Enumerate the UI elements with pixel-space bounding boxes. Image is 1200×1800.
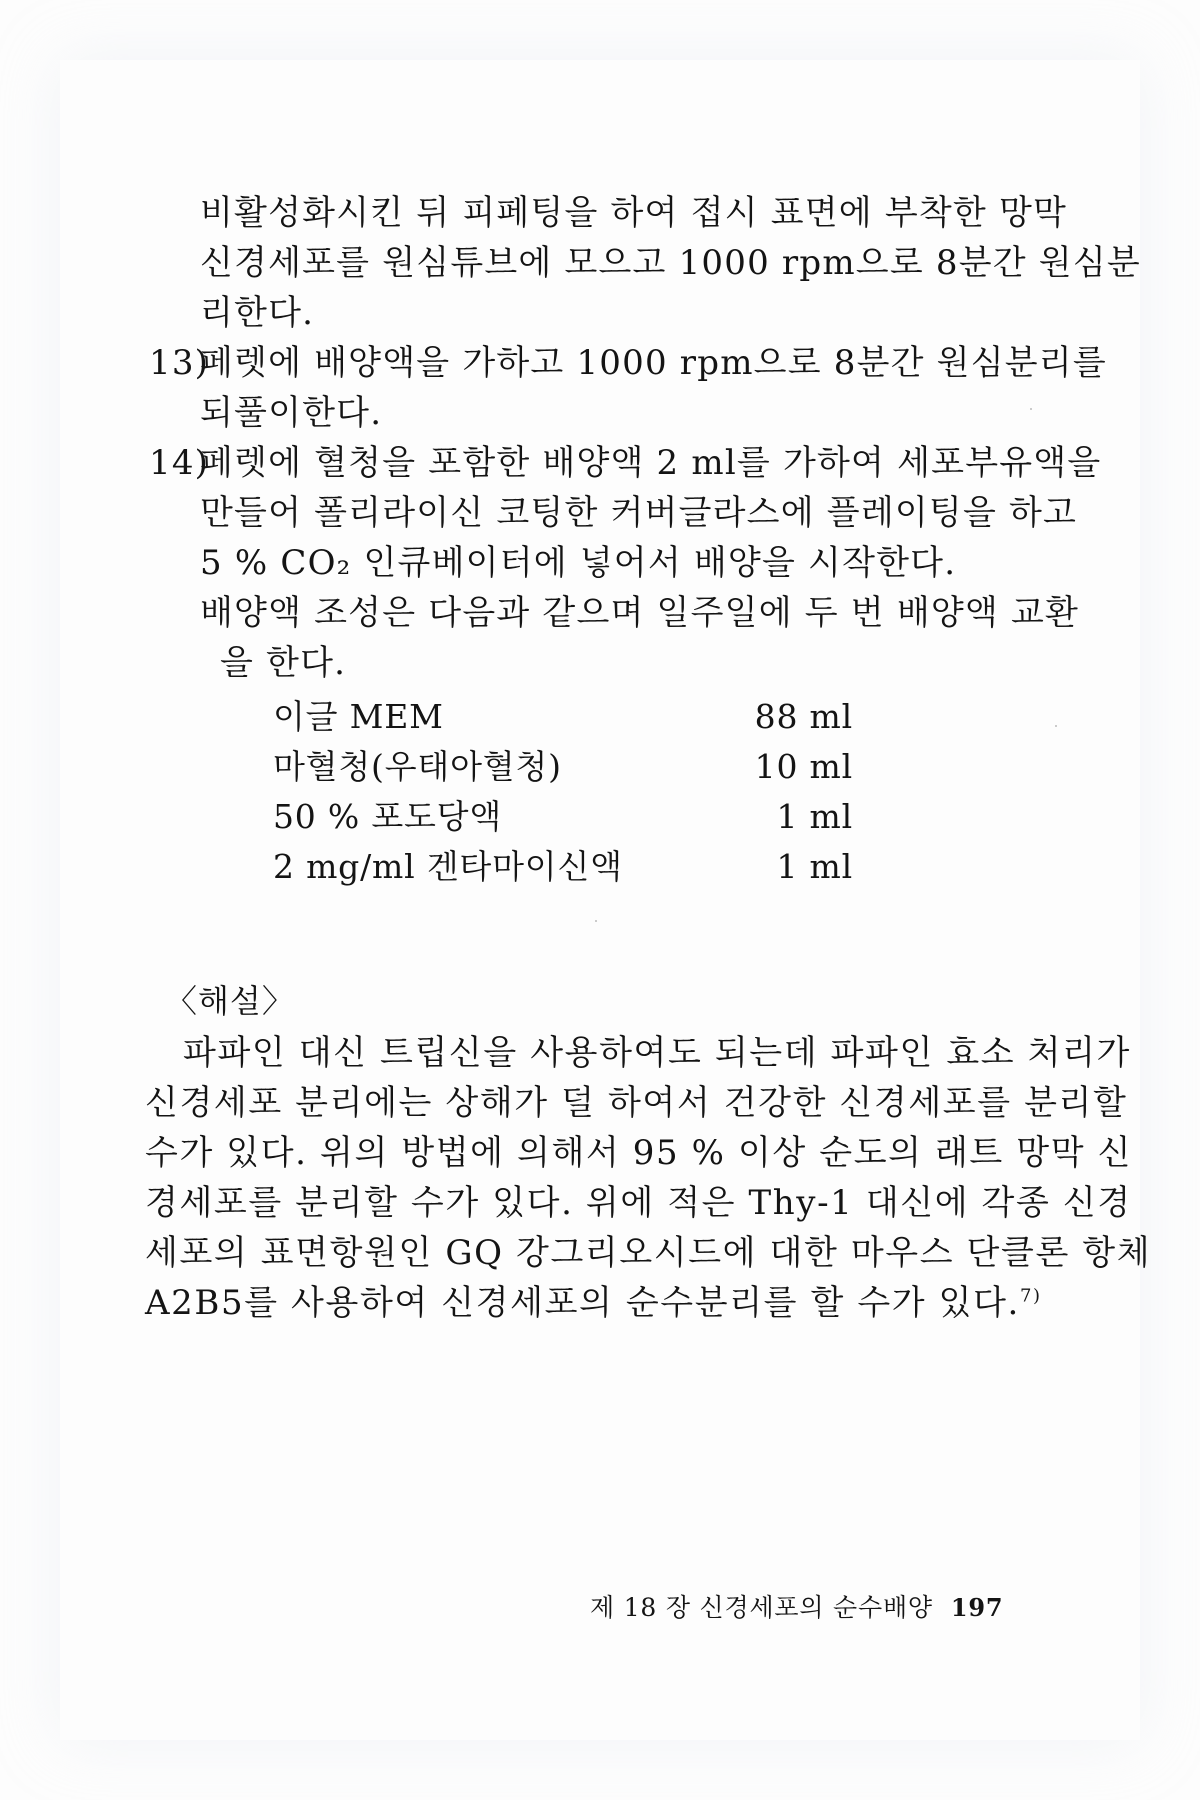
- ingredient-name: 2 mg/ml 겐타마이신액: [273, 847, 623, 886]
- ingredient-name: 50 % 포도당액: [273, 797, 503, 836]
- commentary-heading: 〈해설〉: [165, 982, 295, 1020]
- continuation-line: 비활성화시킨 뒤 피페팅을 하여 접시 표면에 부착한 망막: [200, 193, 1068, 233]
- ingredient-amount: 1 ml: [776, 797, 853, 836]
- recipe-row: [273, 792, 853, 842]
- continuation-line: 리한다.: [200, 293, 315, 333]
- ingredient-name: 이글 MEM: [273, 697, 444, 736]
- commentary-line: 신경세포 분리에는 상해가 덜 하여서 건강한 신경세포를 분리할: [145, 1083, 1128, 1123]
- ingredient-name: 마혈청(우태아혈청): [273, 747, 562, 786]
- reference-marker: 7): [1019, 1285, 1042, 1307]
- step-line: 페렛에 혈청을 포함한 배양액 2 ml를 가하여 세포부유액을: [200, 443, 1102, 483]
- page-number: 197: [950, 1593, 1004, 1622]
- commentary-line-text: A2B5를 사용하여 신경세포의 순수분리를 할 수가 있다.: [145, 1283, 1020, 1323]
- recipe-row: [273, 742, 853, 792]
- page-content: [145, 188, 1152, 1328]
- commentary-line: 수가 있다. 위의 방법에 의해서 95 % 이상 순도의 래트 망막 신: [145, 1133, 1133, 1173]
- step-14: [149, 438, 1102, 588]
- chapter-title: 제 18 장 신경세포의 순수배양: [590, 1593, 933, 1622]
- ingredient-amount: 10 ml: [754, 747, 853, 786]
- paper-speck: [1055, 725, 1057, 727]
- commentary-paragraph: [145, 1028, 1152, 1328]
- step-line: 페렛에 배양액을 가하고 1000 rpm으로 8분간 원심분리를: [200, 343, 1107, 383]
- commentary-line: 경세포를 분리할 수가 있다. 위에 적은 Thy-1 대신에 각종 신경: [145, 1183, 1132, 1223]
- step-line: 5 % CO₂ 인큐베이터에 넣어서 배양을 시작한다.: [200, 543, 957, 583]
- step-number: 13): [149, 343, 210, 383]
- medium-recipe-table: [273, 692, 853, 892]
- step-line: 되풀이한다.: [200, 393, 383, 433]
- recipe-row: [273, 842, 853, 892]
- step-13: [149, 338, 1107, 438]
- medium-note-line: 을 한다.: [220, 643, 347, 683]
- recipe-row: [273, 692, 853, 742]
- commentary-line: 세포의 표면항원인 GQ 강그리오시드에 대한 마우스 단클론 항체: [145, 1233, 1152, 1273]
- running-footer: [590, 1588, 1003, 1624]
- medium-note-line: 배양액 조성은 다음과 같으며 일주일에 두 번 배양액 교환: [200, 593, 1080, 633]
- ingredient-amount: 88 ml: [754, 697, 853, 736]
- ingredient-amount: 1 ml: [776, 847, 853, 886]
- step-number: 14): [149, 443, 210, 483]
- paper-speck: [1030, 408, 1032, 410]
- commentary-line-last: [145, 1278, 1055, 1328]
- step-line: 만들어 폴리라이신 코팅한 커버글라스에 플레이팅을 하고: [200, 493, 1078, 533]
- paper-speck: [595, 920, 597, 922]
- commentary-line: 파파인 대신 트립신을 사용하여도 되는데 파파인 효소 처리가: [183, 1033, 1131, 1073]
- continuation-line: 신경세포를 원심튜브에 모으고 1000 rpm으로 8분간 원심분: [200, 243, 1141, 283]
